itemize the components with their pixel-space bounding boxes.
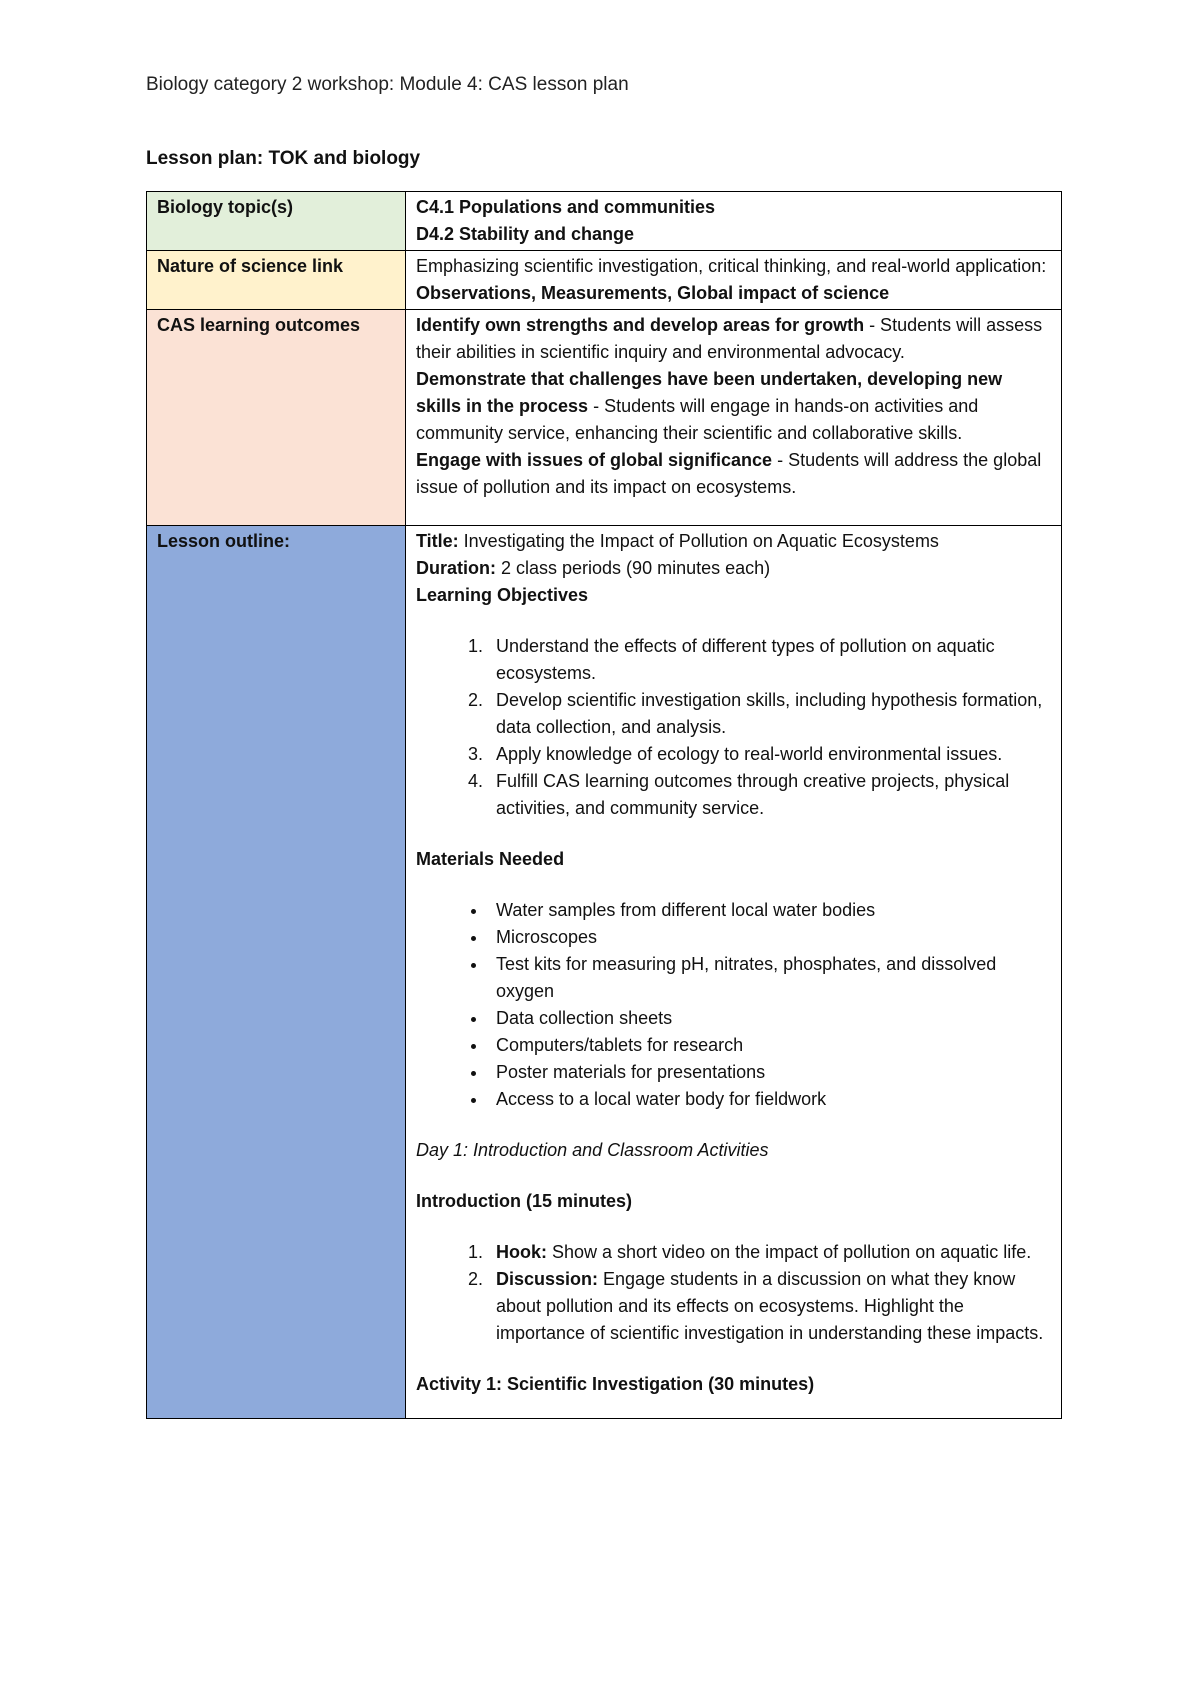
list-item (488, 1266, 1051, 1347)
materials-heading: Materials Needed (416, 849, 565, 869)
table-row-lesson-outline (147, 526, 1062, 1419)
value-nature-of-science (406, 251, 1062, 310)
intro-item-label: Hook: (496, 1242, 547, 1262)
objectives-list (416, 633, 1051, 822)
lesson-plan-table (146, 191, 1062, 1419)
value-lesson-outline (406, 526, 1062, 1419)
list-item: • Poster materials for presentations (488, 1059, 1051, 1086)
list-item: 2. Develop scientific investigation skills, including hypothesis formation, data collection, and analysis. (488, 687, 1051, 741)
list-item: • Access to a local water body for fieldwork (488, 1086, 1051, 1113)
objectives-heading: Learning Objectives (416, 585, 589, 605)
outline-title-value: Investigating the Impact of Pollution on Aquatic Ecosystems (458, 531, 939, 551)
label-cas-outcomes: CAS learning outcomes (147, 310, 406, 526)
table-row-cas-outcomes (147, 310, 1062, 526)
outline-duration-label: Duration: (416, 558, 496, 578)
list-item: 4. Fulfill CAS learning outcomes through creative projects, physical activities, and community service. (488, 768, 1051, 822)
table-row-nature-of-science (147, 251, 1062, 310)
cas-outcome-1-title: Identify own strengths and develop areas for growth (416, 315, 865, 335)
list-item: • Data collection sheets (488, 1005, 1051, 1032)
introduction-heading: Introduction (15 minutes) (416, 1191, 632, 1211)
list-item: • Microscopes (488, 924, 1051, 951)
outline-title (416, 528, 1051, 555)
list-item (488, 1239, 1051, 1266)
cas-outcome-1-text: - Students will assess their abilities in scientific inquiry and environmental advocacy. (416, 315, 1043, 362)
cas-outcome-2-text: - Students will engage in hands-on activities and community service, enhancing their scientific and collaborative skills. (416, 396, 979, 443)
nos-bold: Observations, Measurements, Global impact of science (416, 283, 890, 303)
list-item: 1. Understand the effects of different types of pollution on aquatic ecosystems. (488, 633, 1051, 687)
intro-item-text: Show a short video on the impact of pollution on aquatic life. (547, 1242, 1032, 1262)
materials-list (416, 897, 1051, 1113)
value-biology-topic (406, 192, 1062, 251)
activity-1-heading: Activity 1: Scientific Investigation (30 minutes) (416, 1374, 815, 1394)
cas-outcome-3-title: Engage with issues of global significance (416, 450, 773, 470)
cas-outcome-1 (416, 312, 1051, 366)
intro-item-text: Engage students in a discussion on what they know about pollution and its effects on ecosystems. Highlight the importance of scientific investigation in understanding these impacts. (496, 1269, 1044, 1343)
table-row-biology-topic (147, 192, 1062, 251)
introduction-list (416, 1239, 1051, 1347)
label-nature-of-science: Nature of science link (147, 251, 406, 310)
list-item: 3. Apply knowledge of ecology to real-world environmental issues. (488, 741, 1051, 768)
topic-line-1: C4.1 Populations and communities (416, 197, 716, 217)
day-1-heading: Day 1: Introduction and Classroom Activities (416, 1140, 769, 1160)
cas-outcome-2 (416, 366, 1051, 447)
cas-outcome-3-text: - Students will address the global issue of pollution and its impact on ecosystems. (416, 450, 1042, 497)
outline-duration (416, 555, 1051, 582)
cas-outcome-3 (416, 447, 1051, 501)
document-title: Lesson plan: TOK and biology (146, 148, 421, 169)
label-biology-topic: Biology topic(s) (147, 192, 406, 251)
value-cas-outcomes (406, 310, 1062, 526)
intro-item-label: Discussion: (496, 1269, 599, 1289)
nos-text: Emphasizing scientific investigation, critical thinking, and real-world application: (416, 256, 1047, 276)
list-item: • Water samples from different local water bodies (488, 897, 1051, 924)
cas-outcome-2-title: Demonstrate that challenges have been undertaken, developing new skills in the process (416, 369, 1003, 416)
list-item: • Test kits for measuring pH, nitrates, phosphates, and dissolved oxygen (488, 951, 1051, 1005)
outline-title-label: Title: (416, 531, 459, 551)
label-lesson-outline: Lesson outline: (147, 526, 406, 1419)
page-header: Biology category 2 workshop: Module 4: CAS lesson plan (146, 74, 629, 95)
outline-duration-value: 2 class periods (90 minutes each) (496, 558, 771, 578)
topic-line-2: D4.2 Stability and change (416, 224, 635, 244)
list-item: • Computers/tablets for research (488, 1032, 1051, 1059)
